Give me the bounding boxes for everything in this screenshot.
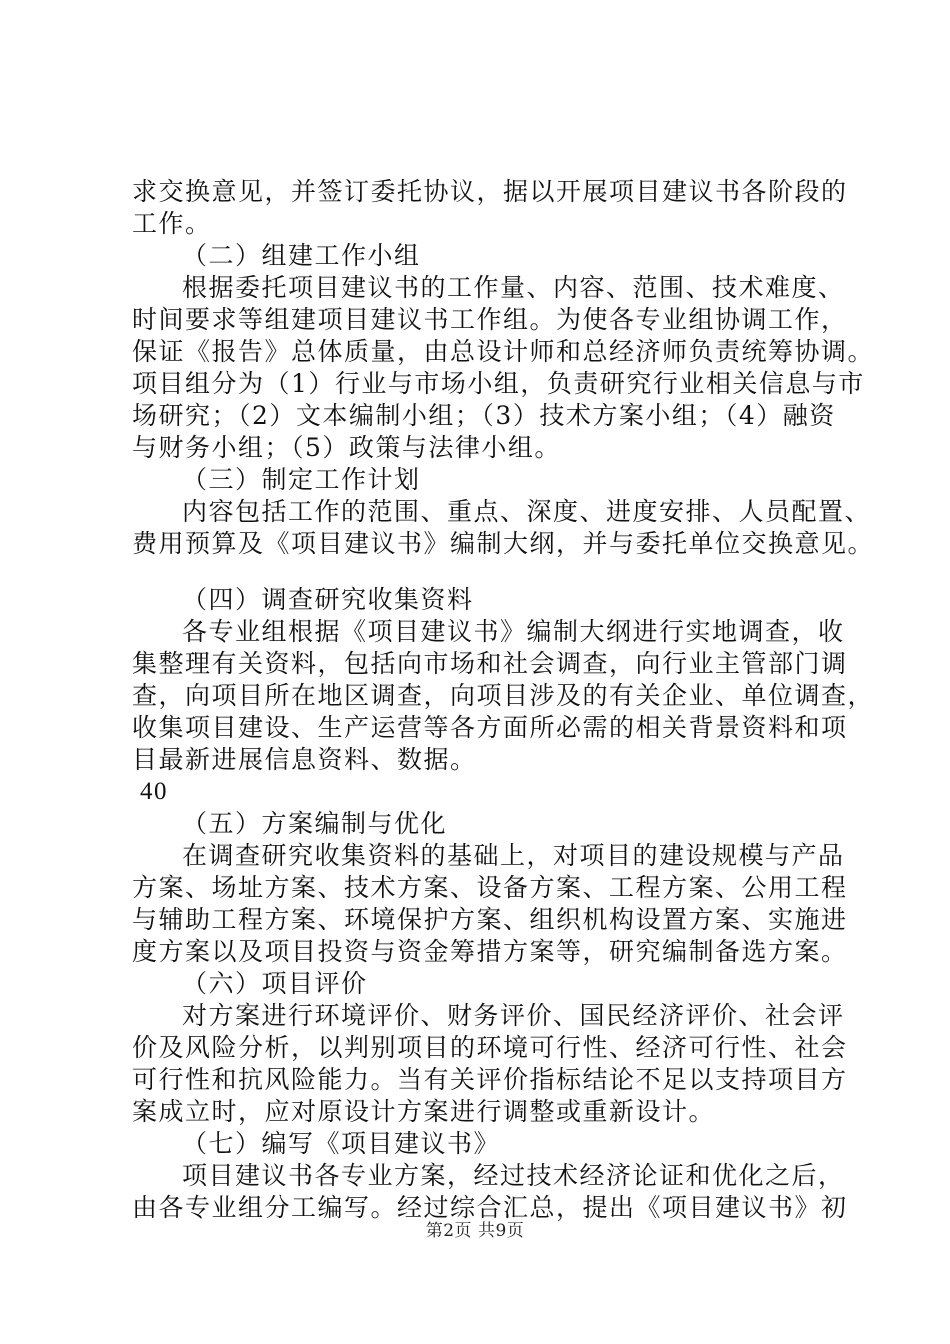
document-body [132,176,875,1224]
section-heading: （三）制定工作计划 [182,465,421,494]
paragraph-line: 费用预算及《项目建议书》编制大纲，并与委托单位交换意见。 [132,529,875,558]
paragraph-line: 由各专业组分工编写。经过综合汇总，提出《项目建议书》初 [132,1193,848,1222]
paragraph-line: 查，向项目所在地区调查，向项目涉及的有关企业、单位调查， [132,681,875,710]
paragraph-line: 度方案以及项目投资与资金筹措方案等，研究编制备选方案。 [132,937,848,966]
paragraph-line: 可行性和抗风险能力。当有关评价指标结论不足以支持项目方 [132,1065,848,1094]
paragraph-line: 项目建议书各专业方案，经过技术经济论证和优化之后， [182,1161,845,1190]
paragraph-line: 内容包括工作的范围、重点、深度、进度安排、人员配置、 [182,497,872,526]
section-heading: （四）调查研究收集资料 [182,585,474,614]
paragraph-line: 项目组分为（1）行业与市场小组，负责研究行业相关信息与市 [132,369,865,398]
paragraph-line: 与财务小组；（5）政策与法律小组。 [132,433,561,462]
paragraph-line: 与辅助工程方案、环境保护方案、组织机构设置方案、实施进 [132,905,848,934]
paragraph-line: 保证《报告》总体质量，由总设计师和总经济师负责统筹协调。 [132,337,875,366]
section-heading: （五）方案编制与优化 [182,809,448,838]
paragraph-line: 收集项目建设、生产运营等各方面所必需的相关背景资料和项 [132,713,848,742]
section-heading: （六）项目评价 [182,969,368,998]
paragraph-line: 目最新进展信息资料、数据。 [132,745,477,774]
paragraph-line: 各专业组根据《项目建议书》编制大纲进行实地调查，收 [182,617,845,646]
paragraph-gap [132,560,832,584]
paragraph-line: 价及风险分析，以判别项目的环境可行性、经济可行性、社会 [132,1033,848,1062]
paragraph-line: 求交换意见，并签订委托协议，据以开展项目建议书各阶段的 [132,177,848,206]
paragraph-line: 工作。 [132,209,212,238]
page-footer: 第2页 共9页 [425,1221,525,1241]
paragraph-line: 根据委托项目建议书的工作量、内容、范围、技术难度、 [182,273,845,302]
paragraph-line: 集整理有关资料，包括向市场和社会调查，向行业主管部门调 [132,649,848,678]
section-heading: （七）编写《项目建议书》 [182,1129,501,1158]
section-heading: （二）组建工作小组 [182,241,421,270]
paragraph-line: 场研究；（2）文本编制小组；（3）技术方案小组；（4）融资 [132,401,836,430]
paragraph-line: 时间要求等组建项目建议书工作组。为使各专业组协调工作， [132,305,848,334]
paragraph-line: 方案、场址方案、技术方案、设备方案、工程方案、公用工程 [132,873,848,902]
paragraph-line: 案成立时，应对原设计方案进行调整或重新设计。 [132,1097,716,1126]
paragraph-line: 在调查研究收集资料的基础上，对项目的建设规模与产品 [182,841,845,870]
stray-number: 40 [140,778,168,805]
paragraph-line: 对方案进行环境评价、财务评价、国民经济评价、社会评 [182,1001,845,1030]
